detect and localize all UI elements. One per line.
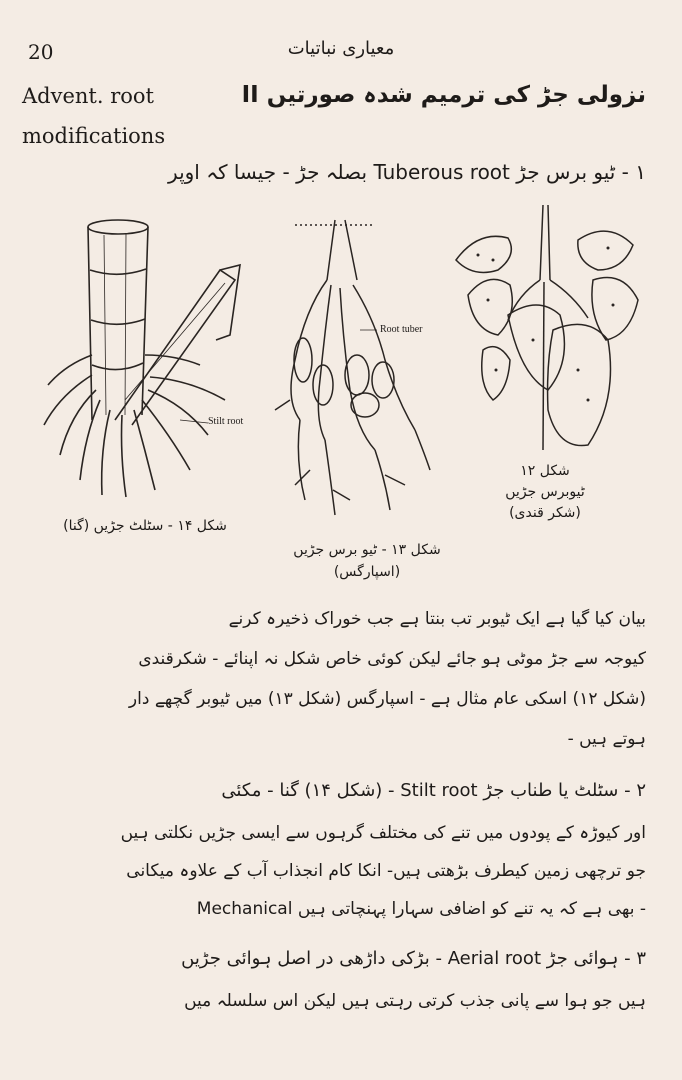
running-title: معیاری نباتیات — [287, 38, 395, 59]
paragraph-1-line-4: ہوتے ہیں - — [567, 729, 646, 749]
item-aerial-root-heading: ۳ - ہوائی جڑ Aerial root - بڑکی داڑھی در اصل ہوائی جڑیں — [181, 948, 646, 969]
figure-14-caption: شکل ۱۴ - سٹلٹ جڑیں (گنا) — [63, 518, 227, 534]
paragraph-1-line-3: (شکل ۱۲) اسکی عام مثال ہے - اسپارگس (شکل ۱۳) میں ٹیوبر گچھے دار — [128, 689, 646, 709]
figure-12-caption-line1: شکل ۱۲ — [520, 463, 570, 479]
figure-13-caption-line1: شکل ۱۳ - ٹیو برس جڑیں — [293, 542, 441, 558]
stilt-root-label: Stilt root — [208, 416, 244, 427]
figure-12-caption-line3: (شکر قندی) — [509, 505, 581, 521]
root-tuber-label: Root tuber — [380, 324, 423, 335]
asparagus-root-illustration — [265, 210, 445, 530]
section-english-title: Advent. root — [22, 84, 154, 108]
item-stilt-root-heading: ۲ - سٹلٹ یا طناب جڑ Stilt root - (شکل ۱۴) گنا - مکئی — [221, 780, 646, 801]
page-number: 20 — [28, 40, 54, 64]
item-aerial-root-line-2: ہیں جو ہوا سے پانی جذب کرتی رہتی ہیں لیکن اس سلسلہ میں — [184, 991, 646, 1011]
item-tuberous-root: ۱ - ٹیو برس جڑ Tuberous root بصلہ جڑ - جیسا کہ اوپر — [168, 160, 646, 184]
paragraph-1-line-1: بیان کیا گیا ہے ایک ٹیوبر تب بنتا ہے جب خوراک ذخیرہ کرنے — [228, 609, 646, 629]
item-stilt-root-line-4: Mechanical بھی ہے کہ یہ تنے کو اضافی سہارا پہنچاتی ہیں - — [196, 899, 646, 919]
stilt-root-illustration — [30, 205, 260, 505]
sweet-potato-root-illustration — [448, 200, 648, 465]
section-urdu-heading: II نزولی جڑ کی ترمیم شدہ صورتیں — [241, 82, 646, 108]
figure-12-caption-line2: ٹیوبرس جڑیں — [505, 484, 585, 500]
item-stilt-root-line-3: جو ترچھی زمین کیطرف بڑھتی ہیں- انکا کام انجذاب آب کے علاوہ میکانی — [126, 861, 646, 881]
paragraph-1-line-2: کیوجہ سے جڑ موٹی ہو جائے لیکن کوئی خاص شکل نہ اپنائے - شکرقندی — [138, 649, 646, 669]
section-english-subtitle: modifications — [22, 124, 166, 148]
item-stilt-root-line-2: اور کیوڑہ کے پودوں میں تنے کی مختلف گرہوں سے ایسی جڑیں نکلتی ہیں — [120, 823, 646, 843]
figure-13-caption-line2: (اسپارگس) — [333, 564, 401, 580]
